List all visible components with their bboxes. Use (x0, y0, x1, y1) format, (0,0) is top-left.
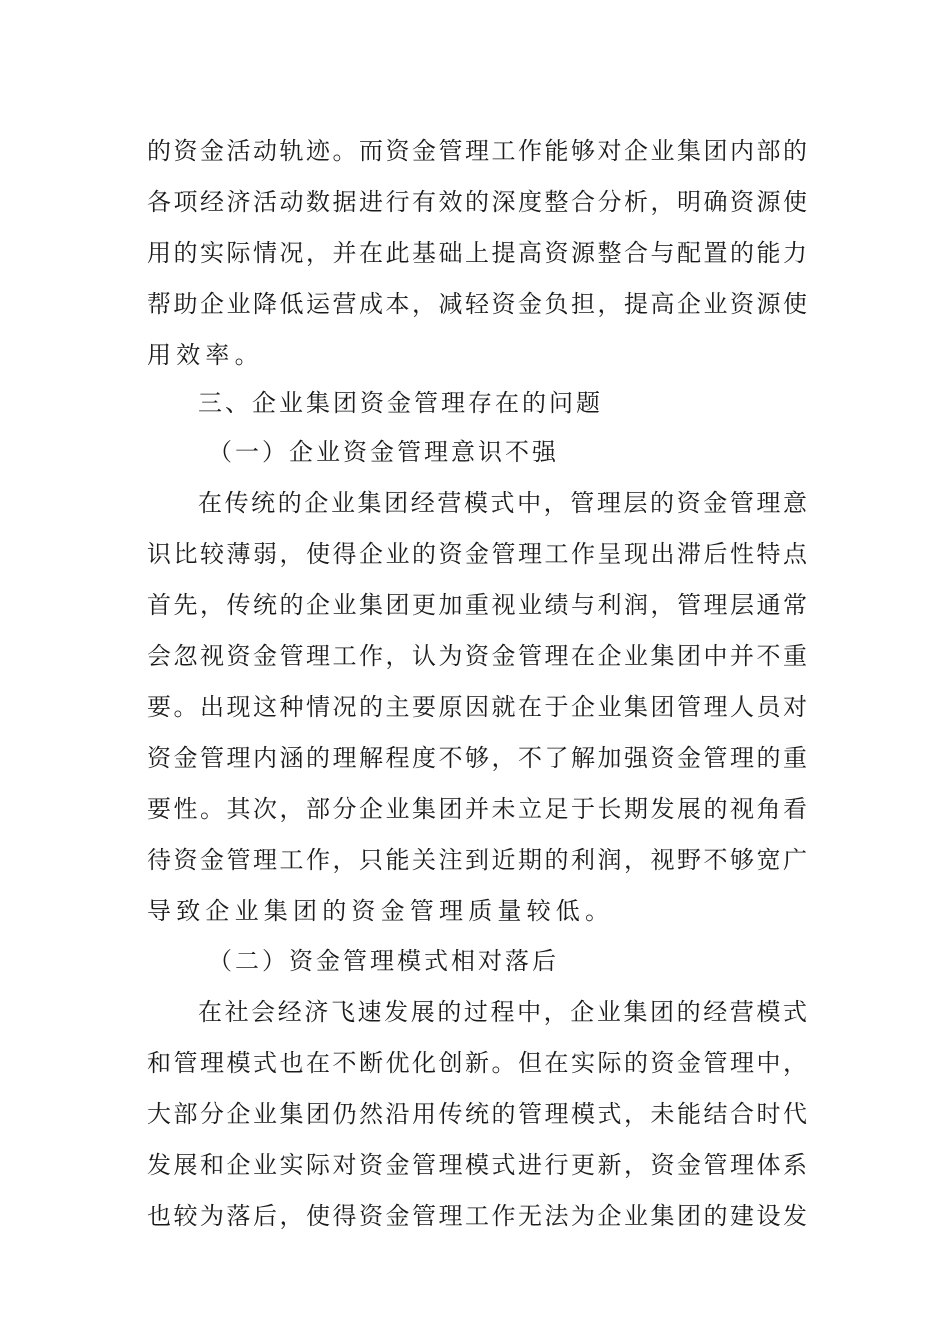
paragraph-line: 在社会经济飞速发展的过程中，企业集团的经营模式 (198, 998, 807, 1026)
paragraph-line: 各项经济活动数据进行有效的深度整合分析，明确资源使 (147, 188, 807, 216)
paragraph-line: 要。出现这种情况的主要原因就在于企业集团管理人员对 (147, 693, 807, 721)
paragraph-line: 的资金活动轨迹。而资金管理工作能够对企业集团内部的 (147, 137, 807, 165)
paragraph-line: 在传统的企业集团经营模式中，管理层的资金管理意 (198, 489, 807, 517)
section-heading: 三、企业集团资金管理存在的问题 (198, 389, 603, 417)
paragraph-line: 资金管理内涵的理解程度不够，不了解加强资金管理的重 (147, 744, 807, 772)
paragraph-line: 和管理模式也在不断优化创新。但在实际的资金管理中， (147, 1049, 807, 1077)
paragraph-line: 大部分企业集团仍然沿用传统的管理模式，未能结合时代 (147, 1100, 807, 1128)
paragraph-line: 会忽视资金管理工作，认为资金管理在企业集团中并不重 (147, 642, 807, 670)
paragraph-line: 导致企业集团的资金管理质量较低。 (147, 897, 615, 925)
paragraph-line: 帮助企业降低运营成本，减轻资金负担，提高企业资源使 (147, 290, 807, 318)
paragraph-line: 首先，传统的企业集团更加重视业绩与利润，管理层通常 (147, 591, 807, 619)
subsection-heading: （一）企业资金管理意识不强 (208, 438, 559, 466)
paragraph-line: 也较为落后，使得资金管理工作无法为企业集团的建设发 (147, 1202, 807, 1230)
subsection-heading: （二）资金管理模式相对落后 (208, 947, 559, 975)
paragraph-line: 用效率。 (147, 341, 264, 369)
paragraph-line: 用的实际情况，并在此基础上提高资源整合与配置的能力 (147, 239, 807, 267)
paragraph-line: 待资金管理工作，只能关注到近期的利润，视野不够宽广 (147, 846, 807, 874)
paragraph-line: 发展和企业实际对资金管理模式进行更新，资金管理体系 (147, 1151, 807, 1179)
paragraph-line: 要性。其次，部分企业集团并未立足于长期发展的视角看 (147, 795, 807, 823)
paragraph-line: 识比较薄弱，使得企业的资金管理工作呈现出滞后性特点 (147, 540, 807, 568)
